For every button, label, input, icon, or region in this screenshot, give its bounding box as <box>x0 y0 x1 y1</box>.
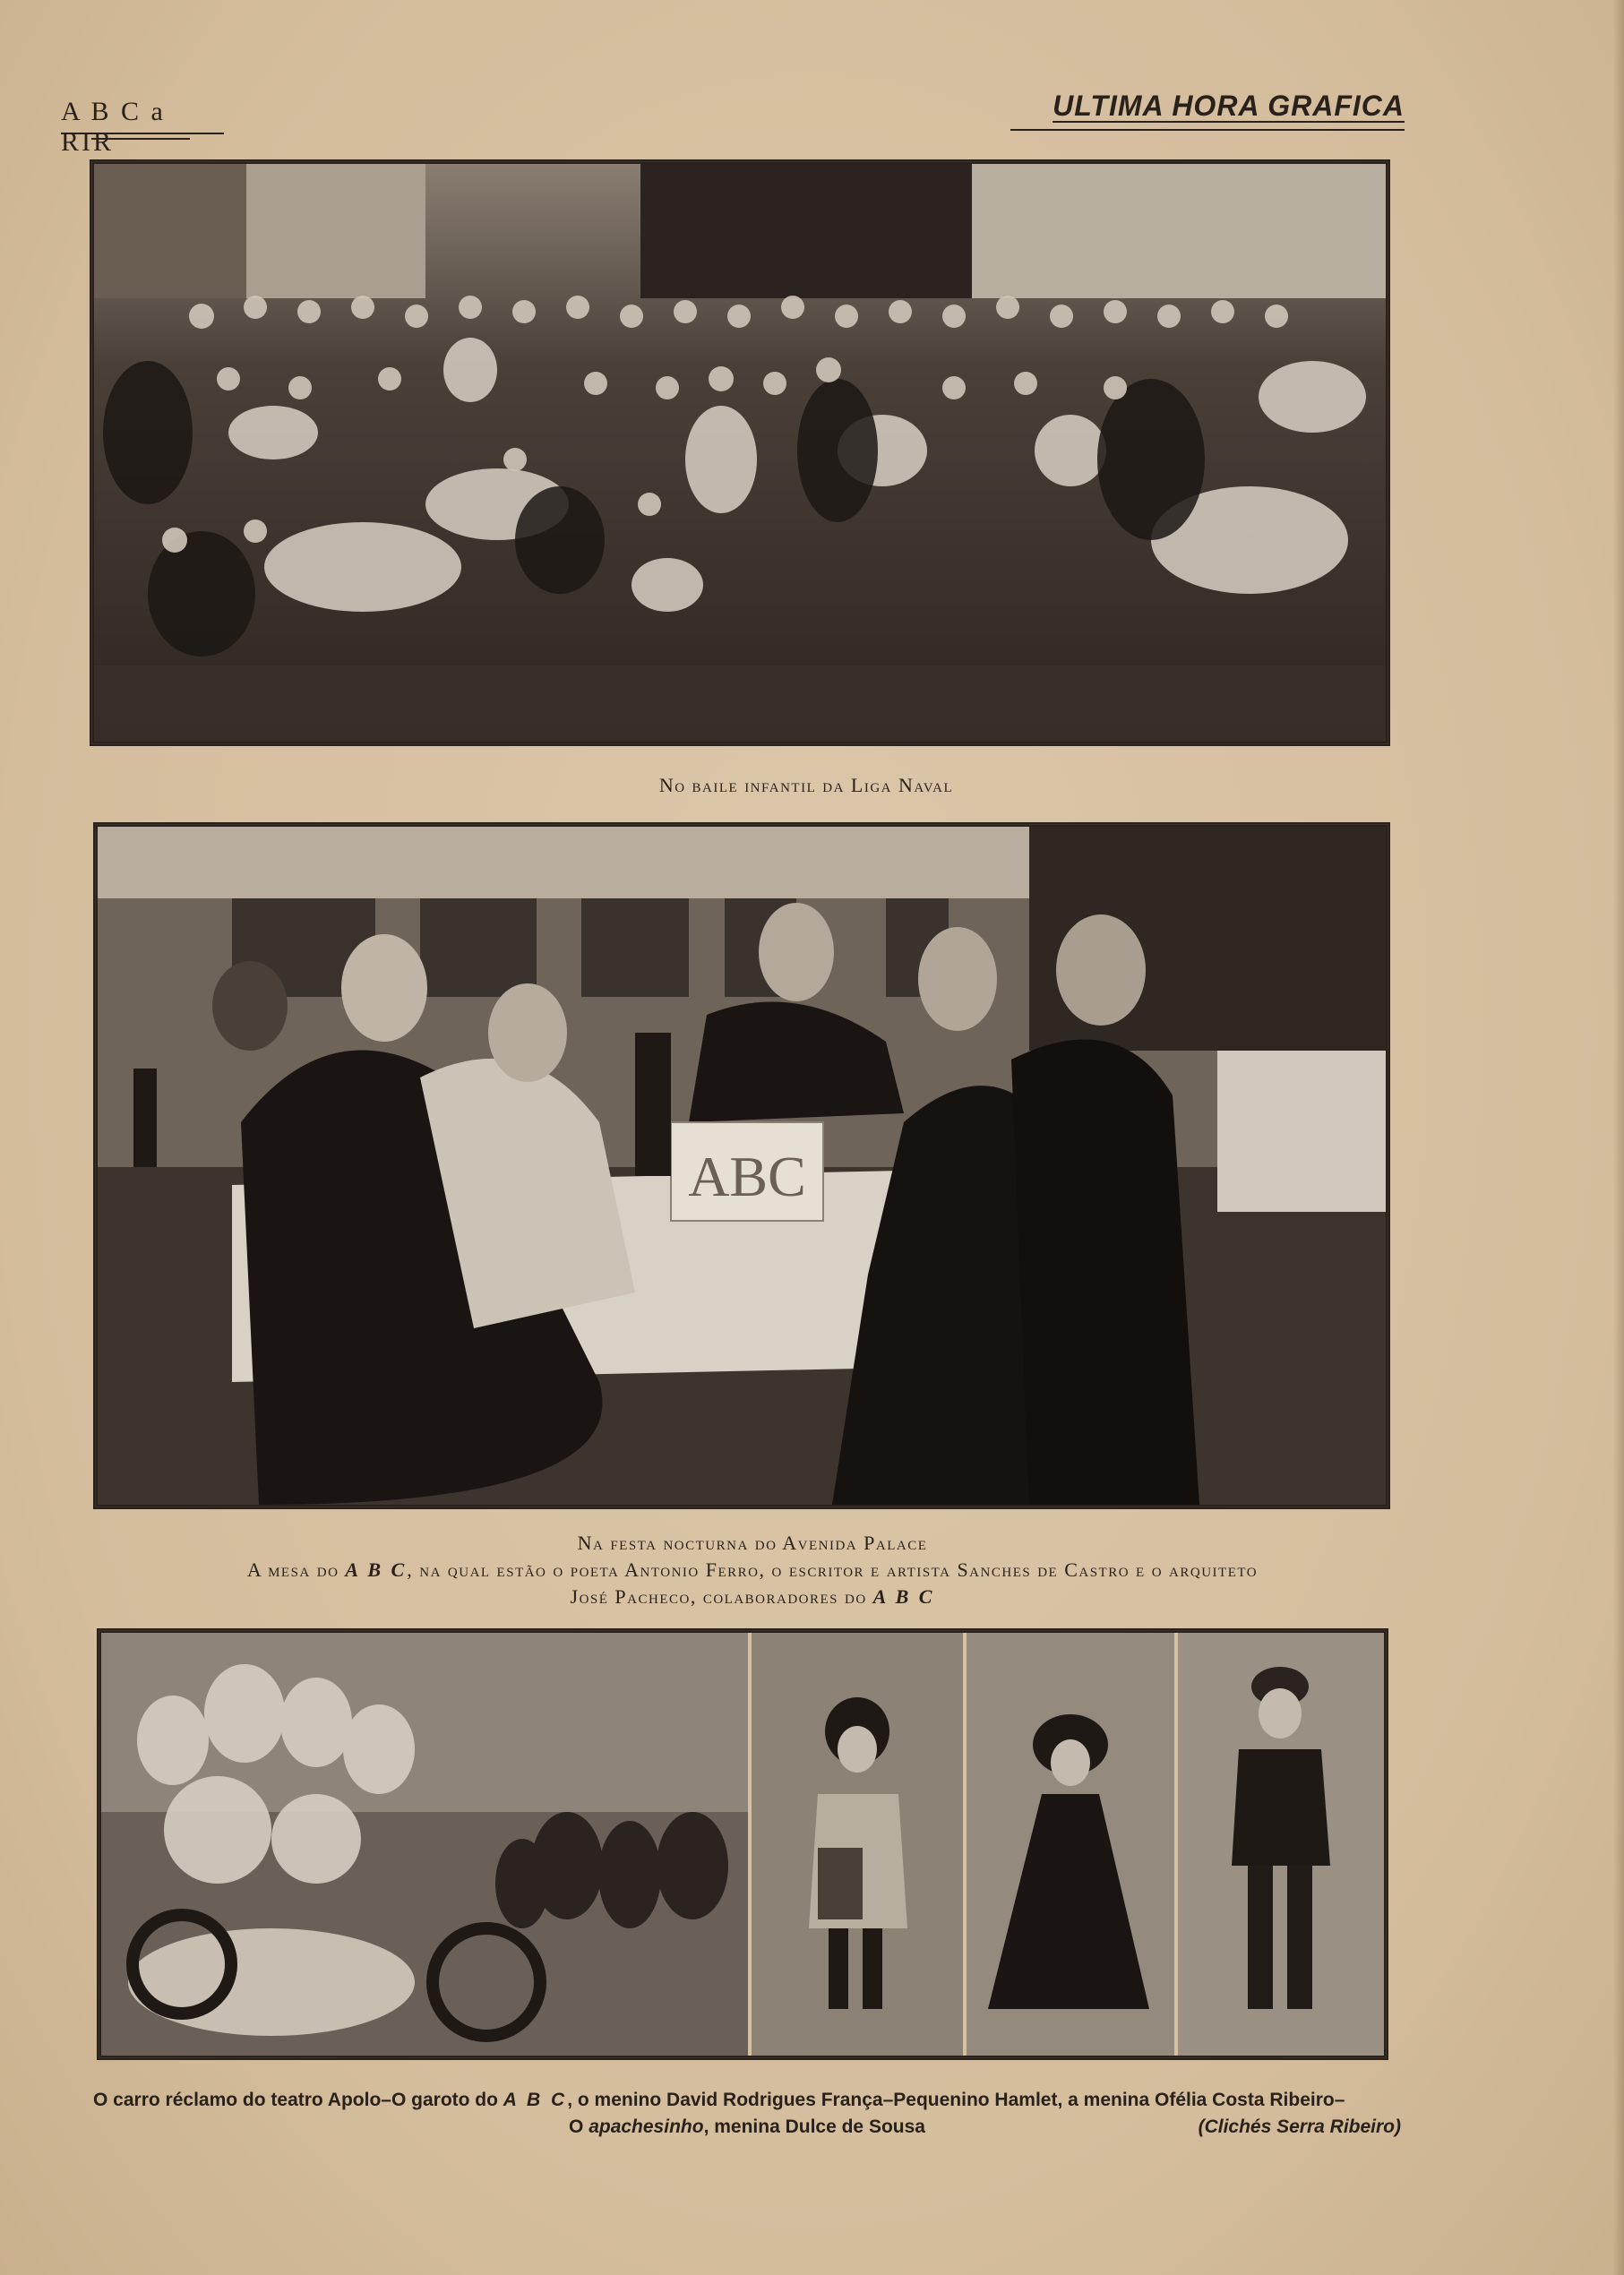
caption-strip-line1a: O carro réclamo do teatro Apolo–O garoto do <box>93 2090 503 2110</box>
header-right-rule <box>1010 129 1405 131</box>
header-left-rule <box>61 133 224 134</box>
photo-abc-table-image <box>98 827 1386 1505</box>
caption-strip-line2a: O <box>569 2116 589 2137</box>
header-left-rule-short <box>91 138 190 140</box>
header-left-title: A B C a RIR <box>61 97 166 157</box>
photo-children-ball <box>90 159 1390 746</box>
sign-abc: ABC <box>688 1145 806 1208</box>
caption-strip-line2 <box>93 2114 1401 2141</box>
page-edge-shadow <box>1613 0 1624 2275</box>
caption-strip-abc: A B C <box>503 2090 568 2110</box>
caption-strip-line1 <box>93 2087 1401 2114</box>
caption-abc-table-abc2: A B C <box>872 1585 935 1608</box>
caption-abc-table-line3a: José Pacheco, colaboradores do <box>570 1585 873 1608</box>
caption-strip-credit: (Clichés Serra Ribeiro) <box>1198 2116 1401 2137</box>
caption-abc-table-line1: Na festa nocturna do Avenida Palace <box>577 1532 928 1554</box>
caption-abc-table <box>107 1530 1397 1610</box>
header-right-title: ULTIMA HORA GRAFICA <box>1053 90 1405 122</box>
caption-abc-table-line2a: A mesa do <box>246 1558 346 1581</box>
caption-strip-line2b: , menina Dulce de Sousa <box>703 2116 925 2137</box>
header-right <box>1010 90 1405 136</box>
caption-strip-line1b: , o menino David Rodrigues França–Pequenino Hamlet, a menina Ofélia Costa Ribeiro– <box>567 2090 1345 2110</box>
caption-children-ball: No baile infantil da Liga Naval <box>658 774 954 796</box>
caption-strip <box>93 2087 1401 2141</box>
photo-strip-image <box>101 1633 1384 2056</box>
photo-strip <box>97 1628 1388 2060</box>
header-left <box>61 97 224 157</box>
photo-children-ball-image <box>94 164 1386 742</box>
photo-abc-table <box>93 822 1390 1509</box>
caption-strip-apachesinho: apachesinho <box>589 2116 704 2137</box>
caption-abc-table-abc1: A B C <box>345 1558 408 1581</box>
caption-abc-table-line2b: , na qual estão o poeta Antonio Ferro, o escritor e artista Sanches de Castro e o arquiteto <box>407 1558 1259 1581</box>
